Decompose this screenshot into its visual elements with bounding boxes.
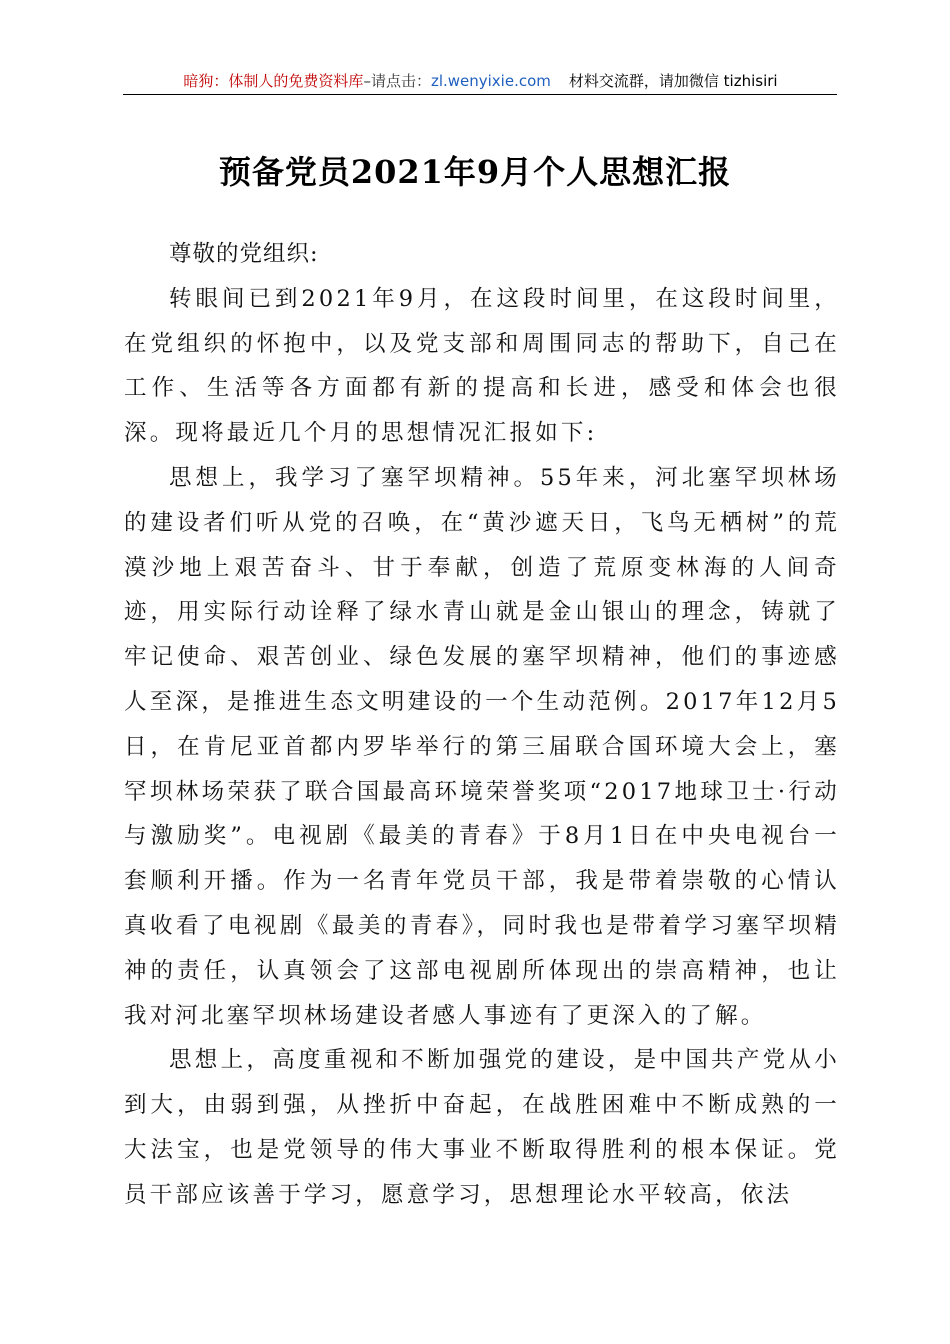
- body-paragraph: 转眼间已到2021年9月，在这段时间里，在这段时间里，在党组织的怀抱中，以及党支部和周围同志的帮助下，自己在工作、生活等各方面都有新的提高和长进，感受和体会也很深。现将最近几个月的思想情况汇报如下:: [124, 285, 840, 447]
- header-brand: 暗狗：体制人的免费资料库: [183, 72, 364, 90]
- body-paragraph: 思想上，高度重视和不断加强党的建设，是中国共产党从小到大，由弱到强，从挫折中奋起，在战胜困难中不断成熟的一大法宝，也是党领导的伟大事业不断取得胜利的根本保证。党员干部应该善于学习，愿意学习，思想理论水平较高，依法: [124, 1047, 840, 1208]
- header-wechat-note: 材料交流群，请加微信 tizhisiri: [568, 72, 778, 90]
- header-url-link[interactable]: zl.wenyixie.com: [430, 72, 551, 90]
- salutation: 尊敬的党组织:: [169, 241, 319, 267]
- document-title: 预备党员2021年9月个人思想汇报: [218, 153, 732, 191]
- header-click-prompt: –请点击：: [363, 72, 431, 90]
- document-body: [124, 232, 840, 1218]
- body-paragraph: 思想上，我学习了塞罕坝精神。55年来，河北塞罕坝林场的建设者们听从党的召唤，在“黄沙遮天日，飞鸟无栖树”的荒漠沙地上艰苦奋斗、甘于奉献，创造了荒原变林海的人间奇迹，用实际行动诠释了绿水青山就是金山银山的理念，铸就了牢记使命、艰苦创业、绿色发展的塞罕坝精神，他们的事迹感人至深，是推进生态文明建设的一个生动范例。2017年12月5日，在肯尼亚首都内罗毕举行的第三届联合国环境大会上，塞罕坝林场荣获了联合国最高环境荣誉奖项“2017地球卫士·行动与激励奖”。电视剧《最美的青春》于8月1日在中央电视台一套顺利开播。作为一名青年党员干部，我是带着崇敬的心情认真收看了电视剧《最美的青春》，同时我也是带着学习塞罕坝精神的责任，认真领会了这部电视剧所体现出的崇高精神，也让我对河北塞罕坝林场建设者感人事迹有了更深入的了解。: [124, 464, 840, 1029]
- header-divider: [123, 94, 837, 95]
- page-header: [123, 70, 838, 92]
